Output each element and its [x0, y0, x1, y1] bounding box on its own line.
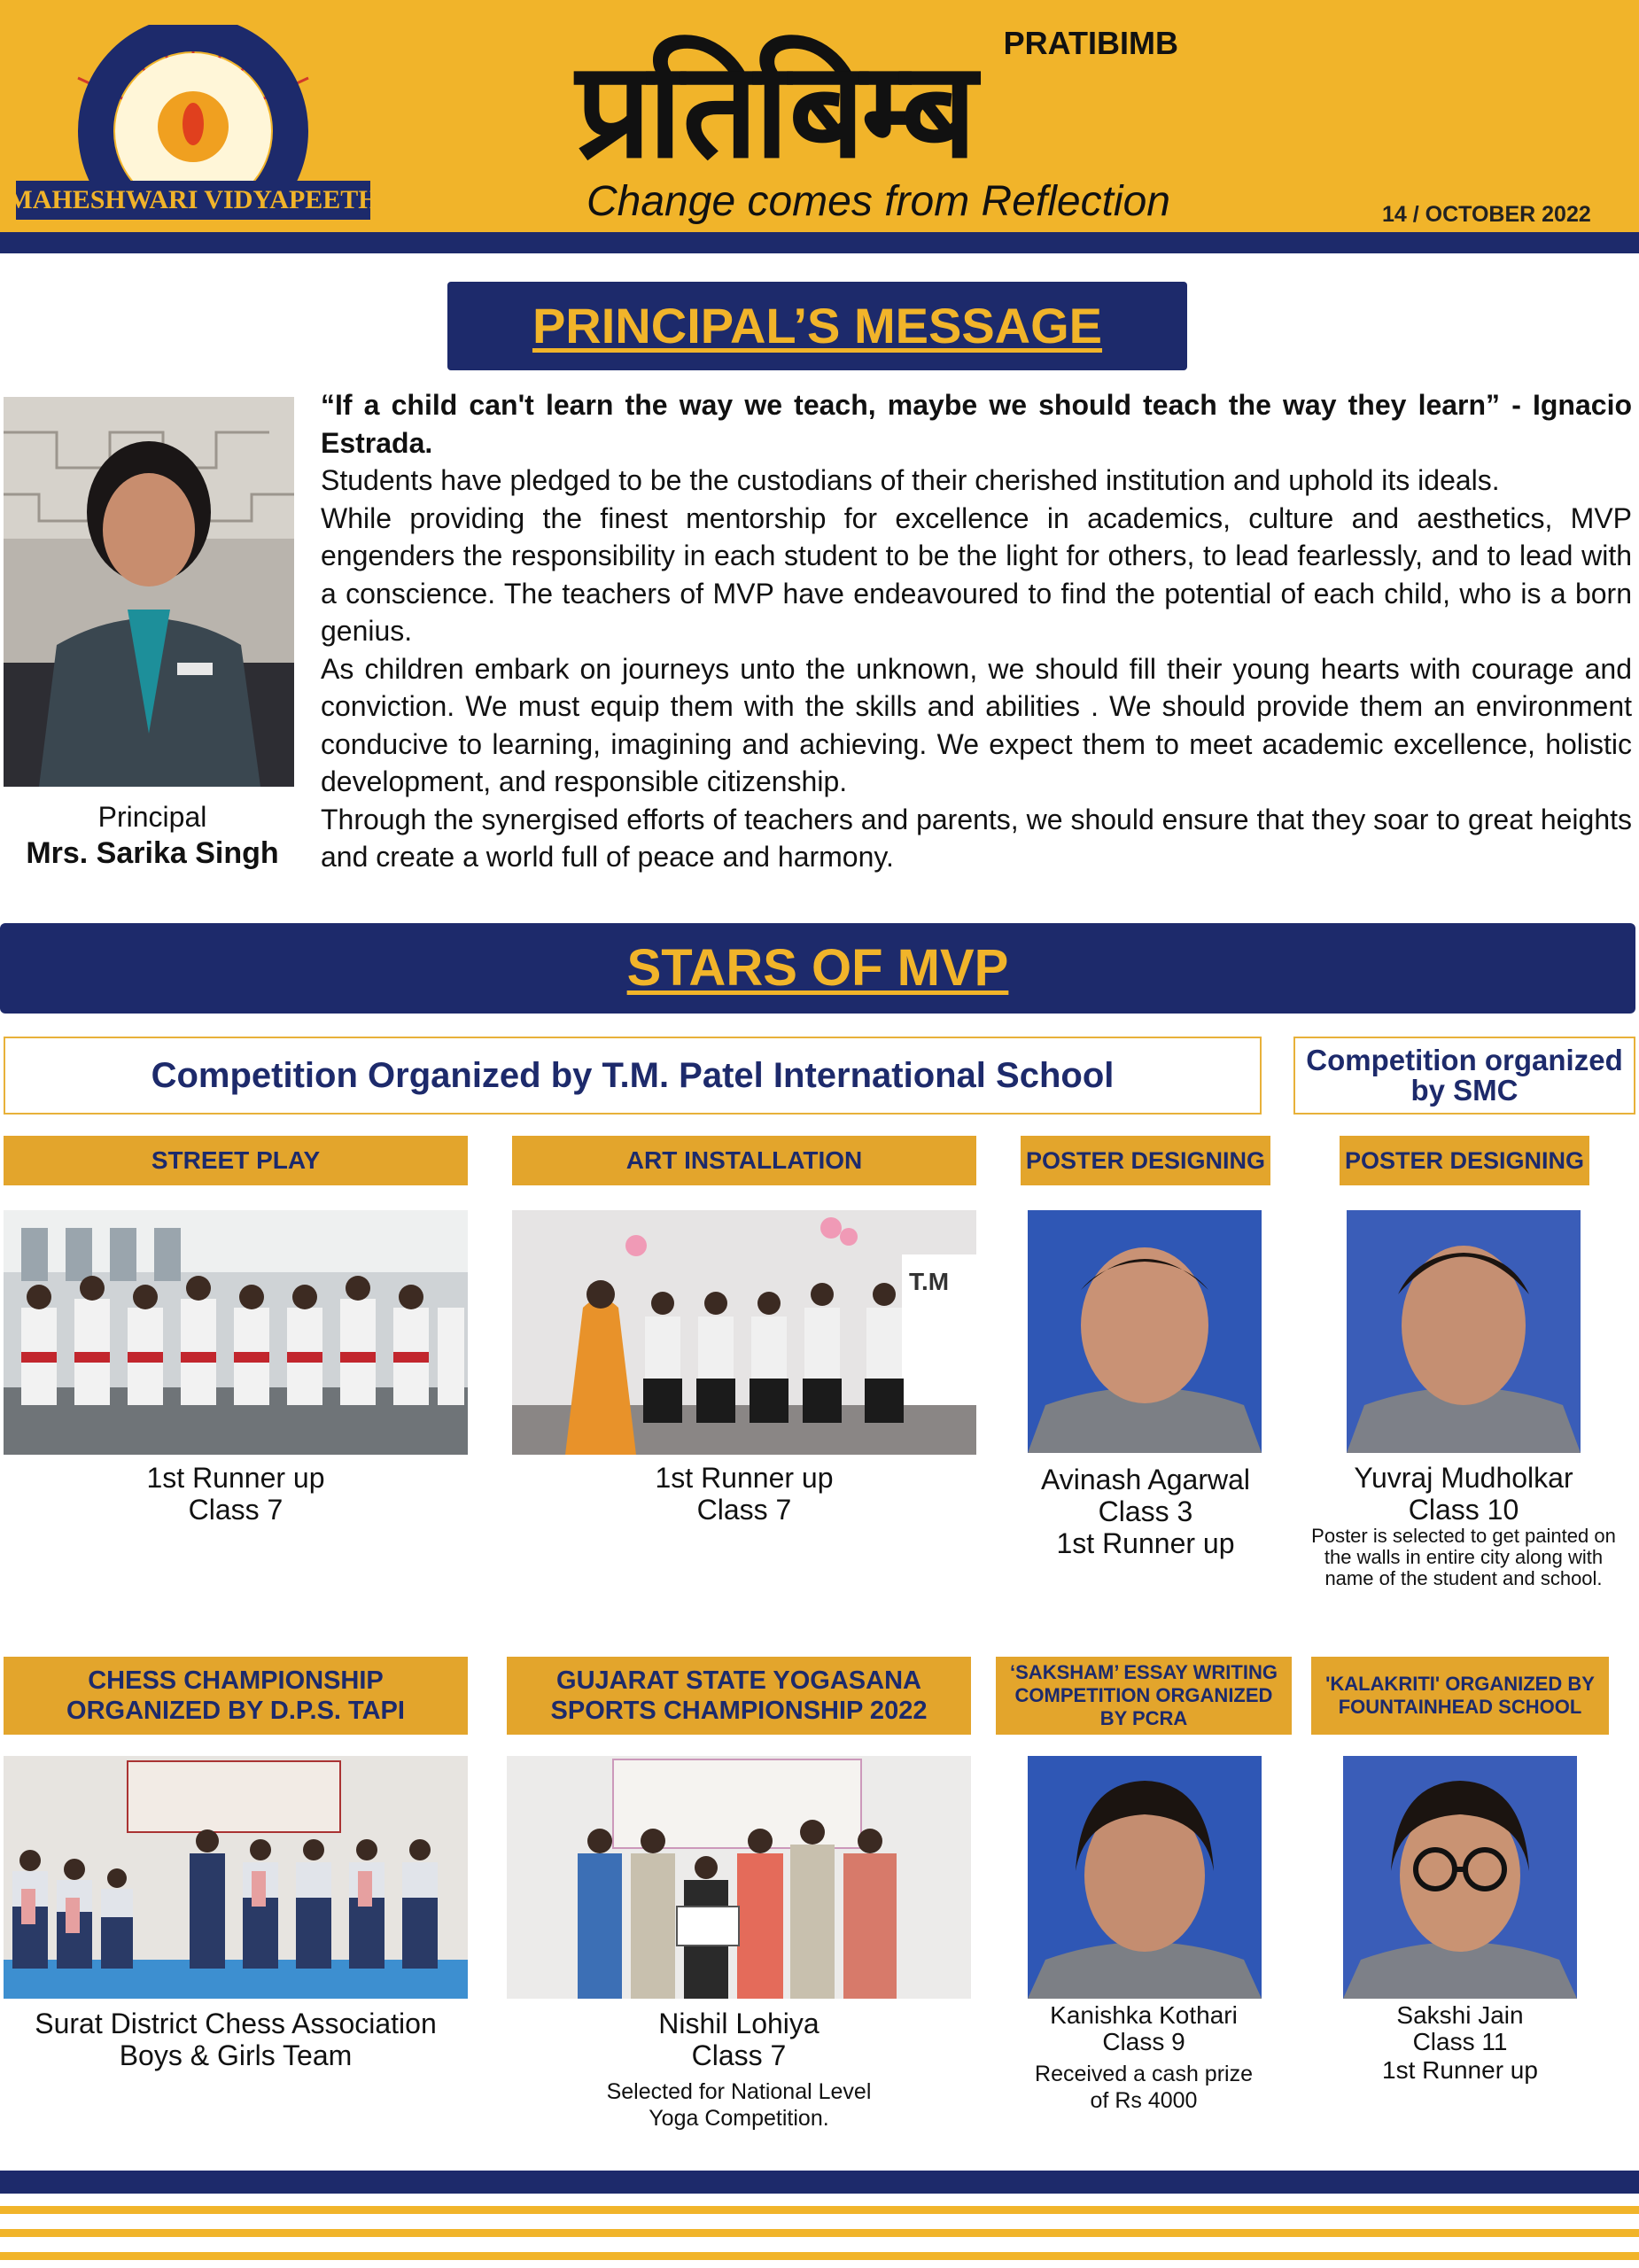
school-name-text: MAHESHWARI VIDYAPEETH	[16, 185, 370, 214]
header-divider	[0, 232, 1639, 253]
principal-role: Principal	[97, 801, 207, 833]
caption-line: Class 3	[1098, 1495, 1193, 1527]
art-installation-photo	[512, 1210, 976, 1455]
chess-team-photo	[4, 1756, 468, 1999]
kanishka-kothari-photo	[1028, 1756, 1262, 1999]
competition-header-smc: Competition organized by SMC	[1293, 1037, 1635, 1115]
chess-caption	[4, 2008, 468, 2071]
principal-message-text	[321, 386, 1632, 876]
avinash-caption	[1001, 1464, 1290, 1559]
wall-sign-text: T.M	[909, 1268, 950, 1295]
message-paragraph: Students have pledged to be the custodians of their cherished institution and uphold its ideals.	[321, 464, 1500, 496]
art-installation-caption	[512, 1462, 976, 1526]
category-street-play: STREET PLAY	[4, 1136, 468, 1185]
caption-line: Avinash Agarwal	[1041, 1464, 1250, 1495]
principal-message-banner: PRINCIPAL’S MESSAGE	[447, 282, 1187, 370]
caption-line: Yuvraj Mudholkar	[1354, 1462, 1573, 1494]
category-art-installation: ART INSTALLATION	[512, 1136, 976, 1185]
yuvraj-caption	[1295, 1462, 1632, 1589]
stars-banner: STARS OF MVP	[0, 923, 1635, 1014]
street-play-caption	[4, 1462, 468, 1526]
message-paragraph: While providing the finest mentorship for excellence in academics, culture and aesthetics, MVP engenders the responsibility in each student to be the light for others, to lead fearlessly, and to lead with a conscience. The teachers of MVP have endeavoured to find the potential of each child, who is a born genius.	[321, 501, 1632, 647]
competition-header-tm-patel: Competition Organized by T.M. Patel International School	[4, 1037, 1262, 1115]
caption-line: Class 7	[691, 2039, 787, 2071]
caption-line: Nishil Lohiya	[658, 2008, 820, 2039]
yogasana-photo	[507, 1756, 971, 1999]
caption-note: Poster is selected to get painted on the walls in entire city along with name of the student and school.	[1311, 1525, 1616, 1589]
issue-date: 14 / OCTOBER 2022	[1382, 202, 1591, 227]
message-paragraph: As children embark on journeys unto the unknown, we should fill their young hearts with courage and conviction. We must equip them with the skills and abilities . We should provide them an environment conducive to learning, imagining and achieving. We expect them to meet academic excellence, holistic development, and responsible citizenship.	[321, 652, 1632, 797]
message-quote: “If a child can't learn the way we teach, maybe we should teach the way they learn” - Ignacio Estrada.	[321, 389, 1632, 459]
caption-line: Class 7	[188, 1494, 284, 1526]
category-saksham-essay: ‘SAKSHAM’ ESSAY WRITING COMPETITION ORGANIZED BY PCRA	[996, 1657, 1292, 1735]
category-poster-designing: POSTER DESIGNING	[1021, 1136, 1270, 1185]
latin-title: PRATIBIMB	[1003, 25, 1178, 61]
yogasana-caption	[507, 2008, 971, 2132]
footer-stripe	[0, 2206, 1639, 2214]
footer-band	[0, 2171, 1639, 2194]
kanishka-caption	[996, 2002, 1292, 2114]
school-logo	[16, 25, 370, 220]
footer-stripe	[0, 2229, 1639, 2237]
avinash-agarwal-photo	[1028, 1210, 1262, 1453]
category-chess: CHESS CHAMPIONSHIP ORGANIZED BY D.P.S. TAPI	[4, 1657, 468, 1735]
yuvraj-mudholkar-photo	[1347, 1210, 1581, 1453]
message-paragraph: Through the synergised efforts of teachers and parents, we should ensure that they soar to great heights and create a world full of peace and harmony.	[321, 803, 1632, 873]
sakshi-caption	[1311, 2002, 1609, 2085]
principal-name: Mrs. Sarika Singh	[26, 836, 279, 870]
caption-line: 1st Runner up	[146, 1462, 325, 1494]
caption-line: Class 9	[1102, 2028, 1185, 2055]
footer-stripe	[0, 2252, 1639, 2260]
caption-line: 1st Runner up	[1382, 2056, 1538, 2084]
caption-line: Boys & Girls Team	[119, 2039, 353, 2071]
caption-line: Class 7	[696, 1494, 792, 1526]
caption-line: Kanishka Kothari	[1050, 2001, 1238, 2029]
principal-photo	[4, 397, 294, 787]
hindi-title: प्रतिबिम्ब	[576, 34, 974, 188]
sakshi-jain-photo	[1343, 1756, 1577, 1999]
caption-note: Selected for National Level Yoga Competition.	[606, 2079, 872, 2131]
category-yogasana: GUJARAT STATE YOGASANA SPORTS CHAMPIONSHIP 2022	[507, 1657, 971, 1735]
caption-note: Received a cash prize of Rs 4000	[1035, 2062, 1253, 2113]
caption-line: Surat District Chess Association	[35, 2008, 437, 2039]
category-kalakriti: 'KALAKRITI' ORGANIZED BY FOUNTAINHEAD SCHOOL	[1311, 1657, 1609, 1735]
caption-line: Sakshi Jain	[1396, 2001, 1524, 2029]
category-poster-designing-smc: POSTER DESIGNING	[1340, 1136, 1589, 1185]
caption-line: Class 10	[1408, 1494, 1519, 1526]
street-play-photo	[4, 1210, 468, 1455]
caption-line: 1st Runner up	[655, 1462, 834, 1494]
caption-line: Class 11	[1412, 2028, 1508, 2055]
caption-line: 1st Runner up	[1056, 1527, 1235, 1559]
tagline: Change comes from Reflection	[586, 178, 1170, 225]
